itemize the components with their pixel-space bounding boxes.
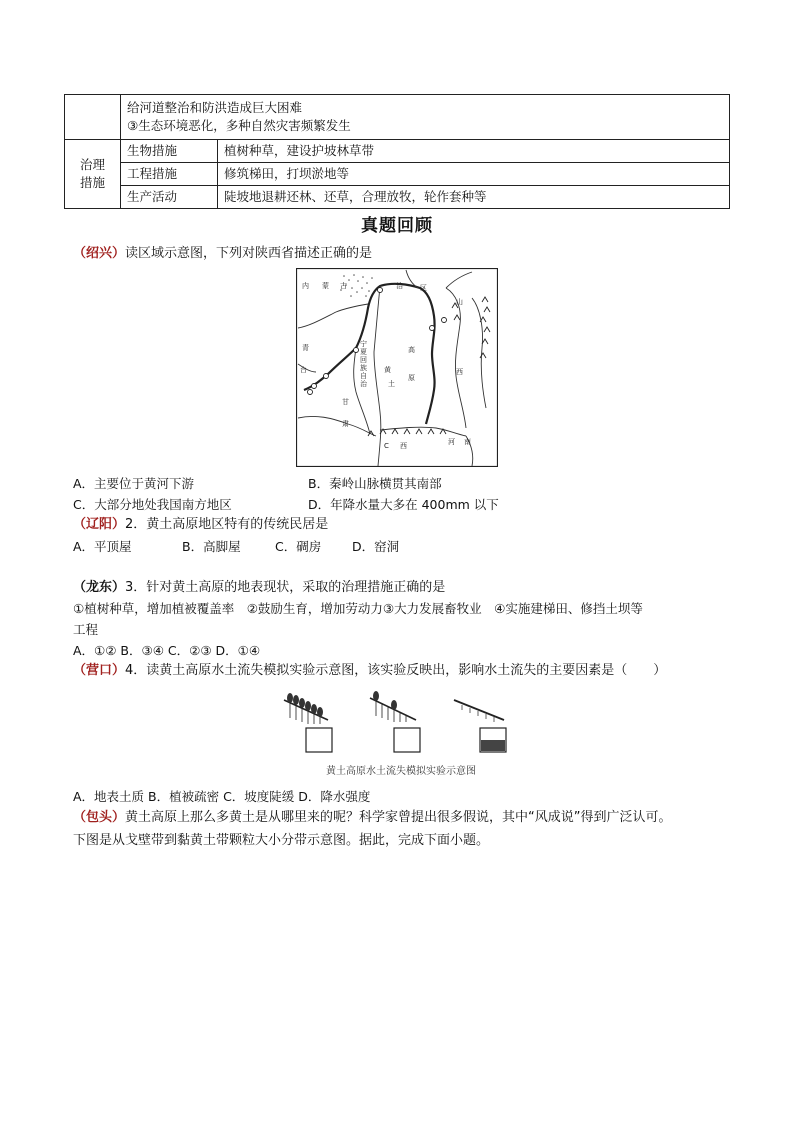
- measure-type: 工程措施: [121, 163, 218, 186]
- q2-option-d: D．窑洞: [352, 539, 400, 554]
- q3-options: A．①② B．③④ C．②③ D．①④: [73, 643, 261, 658]
- beaker-3-sediment: [481, 740, 505, 751]
- map-label: 治: [360, 380, 367, 388]
- group-label-line-1: 治理: [79, 157, 105, 172]
- map-label: 高: [408, 346, 415, 354]
- question-source-tag: （绍兴）: [73, 246, 126, 261]
- map-label: 自: [360, 372, 367, 380]
- question-text: 4．读黄土高原水土流失模拟实验示意图，该实验反映出，影响水土流失的主要因素是（ ）: [125, 663, 667, 678]
- q2-option-a: A．平顶屋: [73, 539, 132, 554]
- governance-table: [64, 94, 730, 209]
- question-source-tag: （龙东）: [73, 580, 126, 595]
- figure-caption: 黄土高原水土流失模拟实验示意图: [326, 766, 476, 777]
- map-label: 西: [400, 442, 407, 450]
- question-source-tag: （营口）: [73, 663, 126, 678]
- slope-dense-vegetation: [284, 693, 328, 724]
- beaker-1: [306, 728, 332, 752]
- map-label: 蒙: [322, 282, 329, 290]
- map-label: 台: [300, 366, 307, 374]
- map-label: 回: [360, 356, 367, 364]
- map-label: 原: [408, 374, 415, 382]
- question-3-stem: [73, 578, 445, 598]
- harm-line-1: 给河道整治和防洪造成巨大困难: [127, 100, 303, 115]
- table-cell-harms: [121, 95, 730, 140]
- map-label: 黄: [384, 366, 391, 374]
- question-5-stem-line-2: 下图是从戈壁带到黏黄土带颗粒大小分带示意图。据此，完成下面小题。: [73, 833, 490, 848]
- table-row: [65, 186, 730, 209]
- region-map: [296, 268, 498, 467]
- map-label: C: [384, 442, 389, 450]
- slope-bare: [454, 700, 504, 722]
- map-label: 宁: [360, 340, 367, 348]
- table-row: [65, 163, 730, 186]
- measures-group-label: [65, 140, 121, 209]
- measure-content: 修筑梯田，打坝淤地等: [218, 163, 730, 186]
- map-label: 南: [464, 438, 471, 446]
- q1-option-a: A．主要位于黄河下游: [73, 476, 195, 491]
- map-label: 内: [302, 282, 309, 290]
- measure-content: 陡坡地退耕还林、还草，合理放牧，轮作套种等: [218, 186, 730, 209]
- question-4-stem: [73, 661, 666, 681]
- question-text: 读区域示意图，下列对陕西省描述正确的是: [125, 246, 373, 261]
- question-2-stem: [73, 515, 328, 535]
- map-label: 西: [456, 368, 463, 376]
- section-title: 真题回顾: [361, 216, 433, 236]
- question-1-stem: [73, 244, 372, 264]
- table-row: [65, 95, 730, 140]
- map-label: 区: [420, 284, 427, 292]
- question-text: 3．针对黄土高原的地表现状，采取的治理措施正确的是: [125, 580, 446, 595]
- q1-option-d: D．年降水量大多在 400mm 以下: [308, 497, 499, 512]
- q4-options: A．地表土质 B．植被疏密 C．坡度陡缓 D．降水强度: [73, 789, 371, 804]
- table-row: [65, 140, 730, 163]
- measure-content: 植树种草，建设护坡林草带: [218, 140, 730, 163]
- question-text: 2．黄土高原地区特有的传统民居是: [125, 517, 329, 532]
- measure-type: 生产活动: [121, 186, 218, 209]
- question-source-tag: （辽阳）: [73, 517, 126, 532]
- q2-option-b: B．高脚屋: [182, 539, 241, 554]
- beaker-2: [394, 728, 420, 752]
- map-label: 青: [302, 344, 309, 352]
- map-label: 土: [388, 380, 395, 388]
- measure-type: 生物措施: [121, 140, 218, 163]
- map-label: 河: [448, 438, 455, 446]
- question-source-tag: （包头）: [73, 810, 126, 825]
- q3-items-line-2: 工程: [73, 622, 99, 637]
- map-label: 治: [396, 282, 403, 290]
- erosion-experiment-figure: [282, 688, 520, 784]
- map-label: 夏: [360, 348, 367, 356]
- map-label: 山: [456, 298, 463, 306]
- q1-option-c: C．大部分地处我国南方地区: [73, 497, 232, 512]
- slope-sparse-vegetation: [370, 691, 416, 722]
- table-cell-empty: [65, 95, 121, 140]
- q3-items-line-1: ①植树种草，增加植被覆盖率 ②鼓励生育，增加劳动力③大力发展畜牧业 ④实施建梯田、修挡土坝等: [73, 601, 643, 616]
- q1-option-b: B．秦岭山脉横贯其南部: [308, 476, 442, 491]
- map-label: 古: [340, 282, 347, 290]
- question-text: 黄土高原上那么多黄土是从哪里来的呢？科学家曾提出很多假说，其中“风成说”得到广泛认可。: [125, 810, 672, 825]
- map-label: 甘: [342, 398, 349, 406]
- group-label-line-2: 措施: [79, 175, 105, 190]
- map-label: 肃: [342, 420, 349, 428]
- harm-line-2: ③生态环境恶化，多种自然灾害频繁发生: [127, 118, 351, 133]
- map-label: 族: [360, 364, 367, 372]
- question-5-stem: [73, 808, 672, 828]
- q2-option-c: C．碉房: [275, 539, 322, 554]
